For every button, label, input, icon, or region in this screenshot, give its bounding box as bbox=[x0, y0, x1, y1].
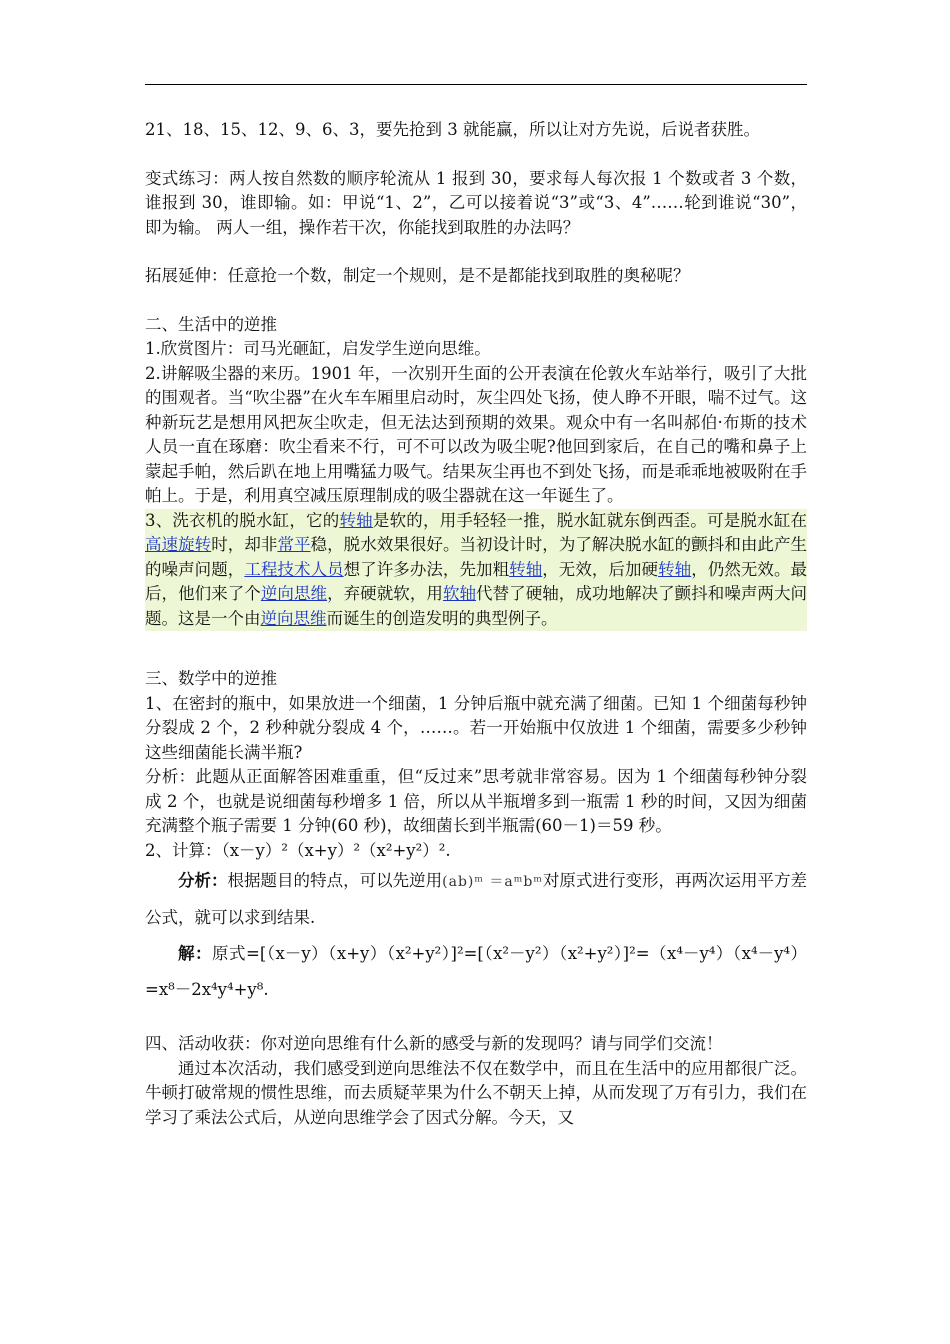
text-run: 对原式进行变形，再两次运用平方差公式，就可以求到结果. bbox=[145, 871, 808, 927]
section-title-math: 三、数学中的逆推 bbox=[145, 669, 277, 688]
analysis-label: 分析： bbox=[178, 871, 228, 890]
text-run: ，仍然无效。最后，他们来了个 bbox=[145, 559, 808, 603]
text-run: 根据题目的特点，可以先逆用 bbox=[227, 871, 443, 890]
harvest-body: 通过本次活动，我们感受到逆向思维法不仅在数学中，而且在生活中的应用都很广泛。牛顿打破常规的惯性思维，而去质疑苹果为什么不朝天上掉，从而发现了万有引力，我们在学习了乘法公式后，从逆向思维学会了因式分解。今天，又 bbox=[145, 1058, 807, 1127]
text-run: 代替了硬轴，成功地解决了颤抖和噪声两大问题。这是一个由 bbox=[145, 584, 808, 628]
life-item-3 bbox=[145, 509, 807, 632]
header-rule bbox=[145, 84, 807, 85]
question-expression: （x－y）²（x+y）²（x²+y²）². bbox=[221, 840, 451, 860]
section-title-harvest: 四、活动收获：你对逆向思维有什么新的感受与新的发现吗？请与同学们交流！ bbox=[145, 1034, 723, 1053]
math-analysis-2 bbox=[145, 863, 807, 936]
math-solution-2 bbox=[145, 936, 807, 1008]
text-run: 想了许多办法，先加粗 bbox=[343, 559, 510, 579]
math-question-1: 1、在密封的瓶中，如果放进一个细菌，1 分钟后瓶中就充满了细菌。已知 1 个细菌每秒钟分裂成 2 个，2 秒种就分裂成 4 个，……。若一开始瓶中仅放进 1 个细菌，需要多少秒钟这些细菌能长满半瓶? bbox=[145, 693, 807, 762]
link-soft-shaft[interactable]: 软轴 bbox=[442, 584, 477, 603]
question-label: 2、计算： bbox=[145, 840, 222, 860]
paragraph-extension: 拓展延伸：任意抢一个数，制定一个规则，是不是都能找到取胜的奥秘呢？ bbox=[145, 266, 690, 285]
document-body bbox=[145, 118, 807, 1130]
text-run: 时，却非 bbox=[211, 535, 278, 554]
text-run: ，弃硬就软，用 bbox=[327, 584, 443, 603]
link-stable[interactable]: 常平 bbox=[277, 535, 311, 554]
solution-label: 解： bbox=[178, 944, 213, 963]
link-shaft[interactable]: 转轴 bbox=[339, 510, 373, 530]
link-engineers[interactable]: 工程技术人员 bbox=[244, 559, 344, 579]
formula-image: (ab)ᵐ ＝aᵐbᵐ bbox=[442, 874, 543, 890]
math-question-2 bbox=[145, 839, 807, 864]
text-run: 是软的，用手轻轻一推，脱水缸就东倒西歪。可是脱水缸在 bbox=[372, 510, 808, 530]
text-run: 3、洗衣机的脱水缸，它的 bbox=[145, 510, 340, 530]
life-item-2: 2.讲解吸尘器的来历。1901 年，一次别开生面的公开表演在伦敦火车站举行，吸引了大批的围观者。当“吹尘器”在火车车厢里启动时，灰尘四处飞扬，使人睁不开眼，喘不过气。这种新玩艺是想用风把灰尘吹走，但无法达到预期的效果。观众中有一名叫郝伯·布斯的技术人员一直在琢磨：吹尘看来不行，可不可以改为吸尘呢?他回到家后，在自己的嘴和鼻子上蒙起手帕，然后趴在地上用嘴猛力吸气。结果灰尘再也不到处飞扬，而是乖乖地被吸附在手帕上。于是，利用真空减压原理制成的吸尘器就在这一年诞生了。 bbox=[145, 363, 807, 505]
math-answer-1: 分析：此题从正面解答困难重重，但“反过来”思考就非常容易。因为 1 个细菌每秒钟分裂成 2 个，也就是说细菌每秒增多 1 倍，所以从半瓶增多到一瓶需 1 秒的时间，又因为细菌充满整个瓶子需要 1 分钟(60 秒)，故细菌长到半瓶需(60－1)＝59 秒。 bbox=[145, 767, 807, 835]
link-reverse-thinking-2[interactable]: 逆向思维 bbox=[260, 608, 327, 628]
paragraph-countdown: 21、18、15、12、9、6、3，要先抢到 3 就能赢，所以让对方先说，后说者获胜。 bbox=[145, 120, 760, 139]
text-run: ，无效，后加硬 bbox=[542, 559, 659, 579]
link-high-speed-rotation[interactable]: 高速旋转 bbox=[145, 535, 212, 554]
text-run: 稳，脱水效果很好。当初设计时，为了解决脱水缸的颤抖和由此产生的噪声问题， bbox=[145, 535, 808, 579]
solution-text: 原式=[（x－y）（x+y）（x²+y²）]²=[（x²－y²）（x²+y²）]²=（x⁴－y⁴）（x⁴－y⁴）=x⁸－2x⁴y⁴+y⁸. bbox=[145, 944, 808, 999]
life-item-1: 1.欣赏图片：司马光砸缸，启发学生逆向思维。 bbox=[145, 339, 491, 358]
link-shaft-2[interactable]: 转轴 bbox=[509, 559, 543, 579]
text-run: 而诞生的创造发明的典型例子。 bbox=[326, 608, 558, 628]
link-shaft-3[interactable]: 转轴 bbox=[658, 559, 692, 579]
paragraph-variant-exercise: 变式练习：两人按自然数的顺序轮流从 1 报到 30，要求每人每次报 1 个数或者 3 个数，谁报到 30，谁即输。如：甲说“1、2”，乙可以接着说“3”或“3、4”……轮到谁说“30”，即为输。 两人一组，操作若干次，你能找到取胜的办法吗？ bbox=[145, 168, 807, 237]
link-reverse-thinking[interactable]: 逆向思维 bbox=[260, 584, 328, 603]
section-title-life: 二、生活中的逆推 bbox=[145, 314, 277, 334]
